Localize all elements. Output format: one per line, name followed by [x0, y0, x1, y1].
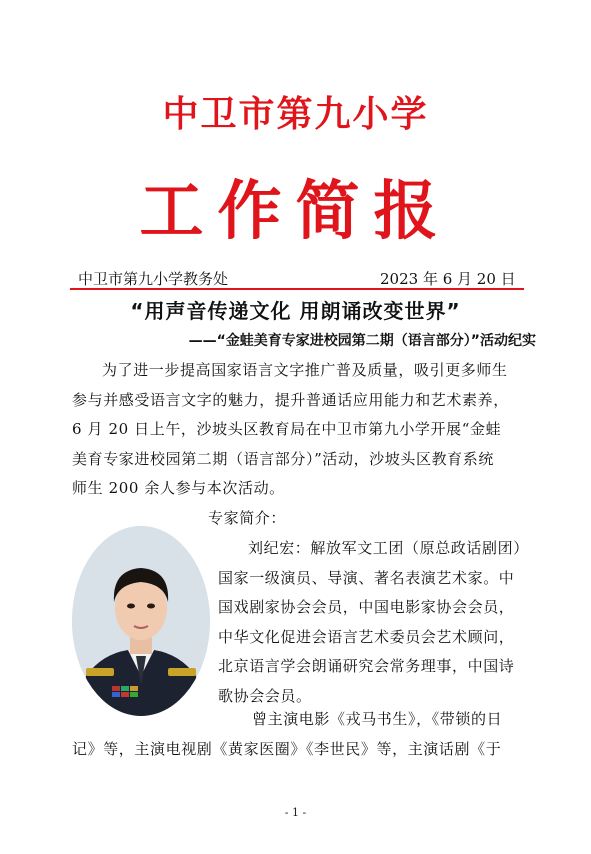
works-paragraph: [72, 705, 532, 764]
paragraph-line: 曾主演电影《戎马书生》，《带锁的日: [252, 710, 503, 728]
paragraph-line: 参与并感受语言文字的魅力，提升普通话应用能力和艺术素养，: [72, 390, 509, 409]
expert-bio-paragraph: [218, 534, 536, 711]
issuer-label: 中卫市第九小学教务处: [78, 270, 229, 288]
paragraph-line: 记》等，主演电视剧《黄家医圈》《李世民》等，主演话剧《于: [72, 739, 502, 758]
paragraph-line: 为了进一步提高国家语言文字推广普及质量，吸引更多师生: [102, 361, 508, 379]
school-title: 中卫市第九小学: [162, 93, 429, 135]
paragraph-line: 美育专家进校园第二期（语言部分）”活动，沙坡头区教育系统: [72, 449, 494, 468]
header-divider: [70, 288, 524, 290]
page-number: - 1 -: [284, 806, 307, 819]
paragraph-line: 北京语言学会朗诵研究会常务理事，中国诗: [218, 657, 515, 675]
paragraph-line: 国戏剧家协会会员，中国电影家协会会员，: [218, 598, 515, 616]
issue-date: 2023 年 6 月 20 日: [380, 270, 516, 288]
paragraph-line: 师生 200 余人参与本次活动。: [72, 479, 285, 497]
paragraph-line: 歌协会会员。: [218, 686, 312, 705]
expert-portrait-photo: [72, 526, 210, 716]
article-subheadline: ——“金蛙美育专家进校园第二期（语言部分）”活动纪实: [188, 333, 536, 349]
paragraph-line: 刘纪宏：解放军文工团（原总政话剧团）: [248, 539, 529, 557]
paragraph-line: 中华文化促进会语言艺术委员会艺术顾问，: [218, 627, 515, 646]
bulletin-title: 工作简报: [139, 174, 452, 249]
paragraph-line: 国家一级演员、导演、著名表演艺术家。中: [218, 568, 515, 587]
intro-paragraph: [72, 356, 532, 504]
article-headline: “用声音传递文化 用朗诵改变世界”: [130, 299, 461, 323]
expert-intro-label: 专家简介：: [208, 509, 287, 527]
paragraph-line: 6 月 20 日上午，沙坡头区教育局在中卫市第九小学开展“金蛙: [72, 420, 502, 438]
